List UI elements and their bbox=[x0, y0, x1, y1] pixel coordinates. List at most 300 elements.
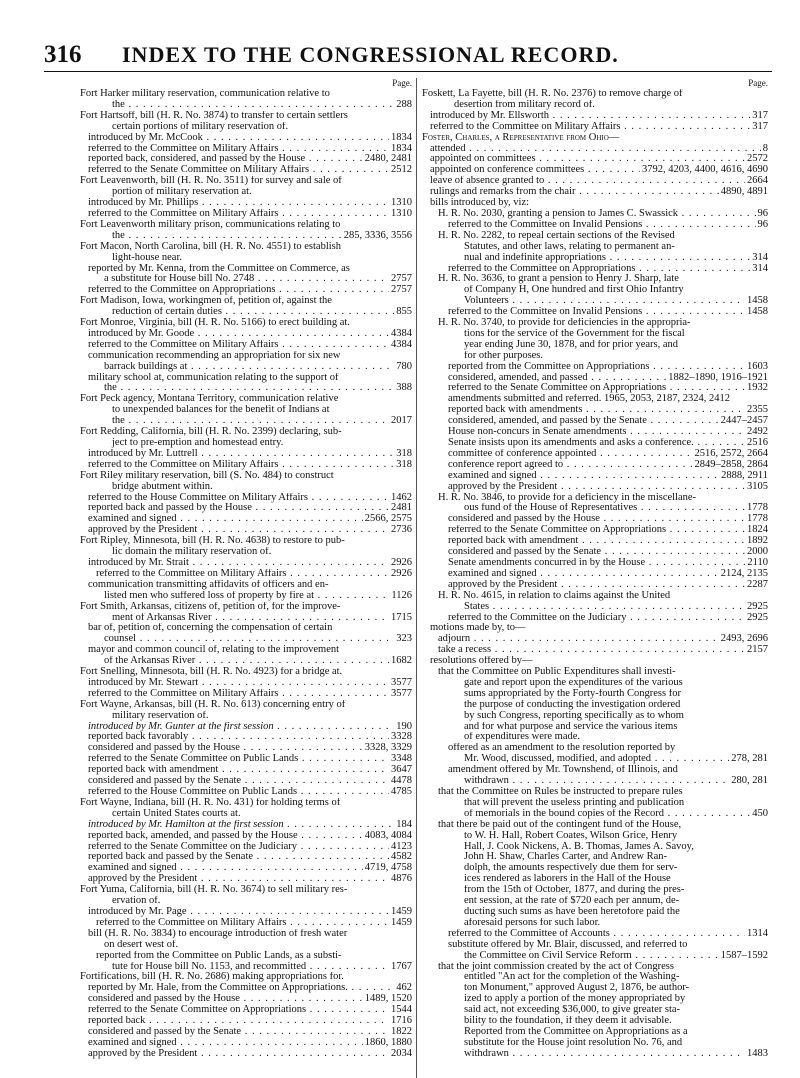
index-line bbox=[80, 602, 412, 613]
index-line bbox=[422, 242, 768, 253]
index-entry-text: mayor and common council of, relating to the improvement bbox=[88, 645, 340, 656]
index-line bbox=[422, 863, 768, 874]
index-entry-text: introduced by Mr. Strait . . . bbox=[88, 558, 412, 568]
index-entry-text: the . . . bbox=[112, 416, 412, 426]
index-line bbox=[80, 645, 412, 656]
index-entry-text: entitled "An act for the completion of the Washing- bbox=[464, 972, 680, 983]
page-reference: 1459 bbox=[391, 906, 412, 917]
index-entry-text: ment of Arkansas River . . . bbox=[112, 613, 412, 623]
page-reference: 4785 bbox=[391, 787, 412, 797]
index-entry-text: bills introduced by, viz: bbox=[430, 198, 530, 209]
page-reference: 1459 bbox=[391, 917, 412, 928]
index-line bbox=[422, 645, 768, 656]
page-reference: 1310 bbox=[391, 198, 412, 209]
index-entry-text: that will prevent the useless printing and publication bbox=[464, 797, 685, 808]
index-entry-text: Hall, J. Cook Nickens, A. B. Thomas, James A. Savoy, bbox=[464, 841, 694, 852]
page-number: 316 bbox=[44, 41, 82, 68]
index-entry-text: Senate amendments concurred in by the House . . . bbox=[448, 558, 768, 568]
index-line bbox=[422, 165, 768, 176]
index-entry-text: Fort Redding, California, bill (H. R. No. 2399) declaring, sub- bbox=[80, 427, 342, 438]
index-line bbox=[422, 231, 768, 242]
page-reference: 1458 bbox=[747, 307, 768, 318]
index-entry-text: Reported from the Committee on Appropriations as a bbox=[464, 1026, 688, 1037]
index-entry-text: tions for the service of the Government for the fiscal bbox=[464, 328, 685, 339]
index-line bbox=[80, 209, 412, 220]
index-entry-text: a substitute for House bill No. 2748 . . . bbox=[104, 274, 412, 284]
header-rule bbox=[44, 71, 772, 72]
index-line bbox=[422, 351, 768, 362]
index-entry-text: approved by the President . . . bbox=[88, 525, 412, 535]
index-entry-text: considered, amended, and passed by the Senate . . . bbox=[448, 416, 768, 426]
index-line bbox=[80, 591, 412, 602]
page-reference: 323 bbox=[396, 634, 412, 645]
page-reference: 1778 bbox=[747, 503, 768, 514]
page-reference: 1489, 1520 bbox=[364, 994, 412, 1005]
index-line bbox=[80, 460, 412, 471]
index-entry-text: tute for House bill No. 1153, and recommitted . . . bbox=[112, 962, 412, 972]
index-entry-text: introduced by Mr. McCook . . . bbox=[88, 133, 412, 143]
page-header bbox=[0, 40, 800, 70]
index-line bbox=[80, 493, 412, 504]
page-reference: 388 bbox=[396, 383, 412, 394]
index-entry-text: referred to the Senate Committee on the Judiciary . . . bbox=[88, 842, 412, 852]
page-reference: 2925 bbox=[747, 612, 768, 623]
index-line bbox=[422, 503, 768, 514]
index-line bbox=[422, 144, 768, 155]
page-reference: 4384 bbox=[391, 339, 412, 350]
index-entry-text: barrack buildings at . . . bbox=[104, 362, 412, 372]
index-entry-text: introduced by Mr. Ellsworth . . . bbox=[430, 111, 768, 121]
page-reference: 2124, 2135 bbox=[720, 568, 768, 579]
page-reference: 4083, 4084 bbox=[364, 830, 412, 841]
index-entry-text: withdrawn . . . bbox=[464, 776, 768, 786]
index-entry-text: year ending June 30, 1878, and for prior years, and bbox=[464, 339, 679, 350]
index-line bbox=[422, 220, 768, 231]
page-reference: 4384 bbox=[391, 328, 412, 339]
index-line bbox=[422, 602, 768, 613]
page-reference: 3792, 4203, 4400, 4616, 4690 bbox=[642, 165, 768, 176]
index-line bbox=[80, 176, 412, 187]
index-line bbox=[80, 144, 412, 155]
index-line bbox=[422, 885, 768, 896]
index-line bbox=[80, 165, 412, 176]
index-line bbox=[422, 394, 768, 405]
page-reference: 1882–1890, 1916–1921 bbox=[668, 372, 768, 383]
page-reference: 1932 bbox=[747, 383, 768, 394]
index-entry-text: considered and passed by the Senate . . . bbox=[88, 776, 412, 786]
page-reference: 1892 bbox=[747, 536, 768, 547]
index-entry-text: aforesaid persons for such labor. bbox=[464, 917, 601, 928]
index-entry-text: Fort Monroe, Virginia, bill (H. R. No. 5166) to erect building at. bbox=[80, 318, 350, 329]
index-line bbox=[422, 362, 768, 373]
index-line bbox=[422, 122, 768, 133]
index-line bbox=[80, 482, 412, 493]
index-line bbox=[422, 722, 768, 733]
index-entry-text: reported back with amendment . . . bbox=[448, 536, 768, 546]
index-entry-text: reported back, considered, and passed by the House . . . bbox=[88, 154, 412, 164]
page-reference: 2493, 2696 bbox=[720, 634, 768, 645]
index-line bbox=[422, 765, 768, 776]
page-reference: 280, 281 bbox=[731, 776, 768, 787]
index-entry-text: Mr. Wood, discussed, modified, and adopted . . . bbox=[464, 754, 768, 764]
index-line bbox=[422, 689, 768, 700]
index-line bbox=[80, 842, 412, 853]
index-line bbox=[422, 329, 768, 340]
index-line bbox=[422, 427, 768, 438]
page-reference: 3328, 3329 bbox=[364, 743, 412, 754]
index-entry-text: ices rendered as laborers in the Hall of the House bbox=[464, 874, 671, 885]
index-line bbox=[80, 220, 412, 231]
index-line bbox=[80, 743, 412, 754]
index-line bbox=[80, 154, 412, 165]
page-reference: 2664 bbox=[747, 176, 768, 187]
index-line bbox=[422, 438, 768, 449]
index-line bbox=[422, 634, 768, 645]
index-line bbox=[80, 296, 412, 307]
index-entry-text: introduced by Mr. Stewart . . . bbox=[88, 678, 412, 688]
index-entry-text: ous fund of the House of Representatives . . . bbox=[464, 503, 768, 513]
page-reference: 2516, 2572, 2664 bbox=[694, 448, 768, 459]
index-line bbox=[422, 514, 768, 525]
index-entry-text: introduced by Mr. Luttrell . . . bbox=[88, 449, 412, 459]
index-line bbox=[422, 154, 768, 165]
index-entry-text: withdrawn . . . bbox=[464, 1049, 768, 1059]
index-line bbox=[422, 972, 768, 983]
index-entry-text: substitute offered by Mr. Blair, discussed, and referred to bbox=[448, 939, 688, 950]
index-entry-text: referred to the Committee on Military Affairs . . . bbox=[430, 122, 768, 132]
index-line bbox=[80, 198, 412, 209]
index-entry-text: Fort Wayne, Indiana, bill (H. R. No. 431) for holding terms of bbox=[80, 797, 341, 808]
page-reference: 2849–2858, 2864 bbox=[694, 459, 768, 470]
page-reference: 3348 bbox=[391, 754, 412, 765]
index-line bbox=[422, 1016, 768, 1027]
index-line bbox=[422, 951, 768, 962]
index-line bbox=[80, 1049, 412, 1060]
page-reference: 4876 bbox=[391, 874, 412, 885]
index-entry-text: Fort Harker military reservation, communication relative to bbox=[80, 89, 330, 99]
page-reference: 288 bbox=[396, 99, 412, 110]
index-entry-text: considered and passed by the House . . . bbox=[88, 994, 412, 1004]
index-entry-text: rulings and remarks from the chair . . . bbox=[430, 187, 768, 197]
index-entry-text: referred to the Committee on the Judiciary . . . bbox=[448, 613, 768, 623]
page-reference: 2757 bbox=[391, 274, 412, 285]
index-entry-text: of memorials in the bound copies of the Record . . . bbox=[464, 809, 768, 819]
index-line bbox=[422, 1049, 768, 1060]
page-reference: 318 bbox=[396, 448, 412, 459]
index-entry-text: Statutes, and other laws, relating to permanent an- bbox=[464, 241, 675, 252]
index-entry-text: approved by the President . . . bbox=[448, 482, 768, 492]
index-entry-text: introduced by Mr. Page . . . bbox=[88, 907, 412, 917]
index-line bbox=[422, 613, 768, 624]
index-line bbox=[422, 198, 768, 209]
index-entry-text: of Company H, One hundred and first Ohio Infantry bbox=[464, 285, 684, 296]
page-reference: 1860, 1880 bbox=[364, 1037, 412, 1048]
index-line bbox=[422, 318, 768, 329]
index-line bbox=[80, 569, 412, 580]
index-entry-text: reduction of certain duties . . . bbox=[112, 307, 412, 317]
index-line bbox=[422, 1027, 768, 1038]
index-line bbox=[80, 689, 412, 700]
index-line bbox=[80, 863, 412, 874]
index-line bbox=[422, 209, 768, 220]
index-line bbox=[80, 907, 412, 918]
index-entry-text: referred to the Senate Committee on Appropriations . . . bbox=[448, 525, 768, 535]
index-line bbox=[422, 667, 768, 678]
index-entry-text: amendment offered by Mr. Townshend, of Illinois, and bbox=[448, 765, 678, 776]
index-entry-text: reported back with amendment . . . bbox=[88, 765, 412, 775]
index-line bbox=[422, 940, 768, 951]
index-entry-text: for other purposes. bbox=[464, 350, 544, 361]
index-entry-text: appointed on conference committees . . . bbox=[430, 165, 768, 175]
page-reference: 1834 bbox=[391, 143, 412, 154]
page-reference: 2926 bbox=[391, 557, 412, 568]
index-line bbox=[80, 667, 412, 678]
page-reference: 318 bbox=[396, 459, 412, 470]
index-line bbox=[80, 809, 412, 820]
index-line bbox=[80, 449, 412, 460]
page-reference: 2492 bbox=[747, 427, 768, 438]
index-entry-text: ducting such sums as have been heretofore paid the bbox=[464, 906, 680, 917]
index-entry-text: bility to the foundation, if they deem it advisable. bbox=[464, 1016, 672, 1027]
index-line bbox=[80, 951, 412, 962]
index-line bbox=[80, 656, 412, 667]
page-reference: 1778 bbox=[747, 514, 768, 525]
index-line bbox=[80, 732, 412, 743]
index-line bbox=[80, 722, 412, 733]
index-line bbox=[80, 514, 412, 525]
index-line bbox=[422, 929, 768, 940]
index-line bbox=[80, 1038, 412, 1049]
index-entry-text: appointed on committees . . . bbox=[430, 154, 768, 164]
index-entry-text: that the Committee on Public Expenditures shall investi- bbox=[438, 667, 676, 678]
page-reference: 190 bbox=[396, 721, 412, 732]
index-entry-text: ject to pre-emption and homestead entry. bbox=[112, 438, 284, 448]
index-entry-text: introduced by Mr. Phillips . . . bbox=[88, 198, 412, 208]
page-reference: 1310 bbox=[391, 208, 412, 219]
index-line bbox=[80, 285, 412, 296]
index-entry-text: considered and passed by the House . . . bbox=[448, 514, 768, 524]
index-entry-text: offered as an amendment to the resolution reported by bbox=[448, 743, 676, 754]
index-entry-text: resolutions offered by— bbox=[430, 656, 533, 667]
index-entry-text: introduced by Mr. Goode . . . bbox=[88, 329, 412, 339]
index-line bbox=[80, 362, 412, 373]
page-reference: 1715 bbox=[391, 612, 412, 623]
index-line bbox=[80, 874, 412, 885]
index-line bbox=[80, 253, 412, 264]
index-line bbox=[422, 678, 768, 689]
index-line bbox=[80, 1027, 412, 1038]
index-line bbox=[422, 493, 768, 504]
index-line bbox=[422, 176, 768, 187]
index-line bbox=[422, 732, 768, 743]
index-line bbox=[80, 776, 412, 787]
index-entry-text: referred to the House Committee on Public Lands . . . bbox=[88, 787, 412, 797]
index-line bbox=[80, 852, 412, 863]
index-entry-text: Fort Yuma, California, bill (H. R. No. 3674) to sell military res- bbox=[80, 885, 348, 896]
index-entry-text: ton Monument," approved August 2, 1876, be author- bbox=[464, 983, 690, 994]
index-entry-text: ized to apply a portion of the money appropriated by bbox=[464, 994, 686, 1005]
index-line bbox=[422, 852, 768, 863]
index-entry-text: States . . . bbox=[464, 602, 768, 612]
index-entry-text: Fort Leavenworth, bill (H. R. No. 3511) for survey and sale of bbox=[80, 176, 342, 187]
page-reference: 1483 bbox=[747, 1048, 768, 1059]
page-reference: 1603 bbox=[747, 361, 768, 372]
index-entry-text: to W. H. Hall, Robert Coates, Wilson Grice, Henry bbox=[464, 830, 678, 841]
page-reference: 4582 bbox=[391, 852, 412, 863]
index-line bbox=[80, 613, 412, 624]
index-line bbox=[80, 700, 412, 711]
index-entry-text: desertion from military record of. bbox=[454, 99, 595, 110]
index-entry-text: of the Arkansas River . . . bbox=[104, 656, 412, 666]
index-line bbox=[422, 1038, 768, 1049]
index-entry-text: referred to the Committee on Appropriations . . . bbox=[88, 285, 412, 295]
index-line bbox=[422, 460, 768, 471]
index-entry-text: considered and passed by the Senate . . . bbox=[88, 1027, 412, 1037]
index-entry-text: John H. Shaw, Charles Carter, and Andrew Ran- bbox=[464, 852, 668, 863]
index-line bbox=[80, 885, 412, 896]
index-entry-text: H. R. No. 3636, to grant a pension to Henry J. Sharp, late bbox=[438, 274, 679, 285]
index-line bbox=[422, 776, 768, 787]
index-line bbox=[80, 503, 412, 514]
page-reference: 1314 bbox=[747, 928, 768, 939]
index-line bbox=[80, 765, 412, 776]
page-reference: 780 bbox=[396, 361, 412, 372]
index-line bbox=[422, 787, 768, 798]
page-reference: 450 bbox=[752, 808, 768, 819]
index-entry-text: attended . . . bbox=[430, 144, 768, 154]
index-line bbox=[80, 831, 412, 842]
index-line bbox=[422, 547, 768, 558]
index-line bbox=[80, 242, 412, 253]
index-entry-text: that the Committee on Rules be instructed to prepare rules bbox=[438, 787, 683, 797]
index-line bbox=[422, 482, 768, 493]
page-reference: 2926 bbox=[391, 568, 412, 579]
page-reference: 317 bbox=[752, 121, 768, 132]
index-entry-text: examined and signed . . . bbox=[88, 514, 412, 524]
index-line bbox=[80, 111, 412, 122]
page-reference: 2925 bbox=[747, 601, 768, 612]
page-reference: 285, 3336, 3556 bbox=[343, 230, 412, 241]
index-line bbox=[80, 264, 412, 275]
index-entry-text: ervation of. bbox=[112, 896, 161, 907]
index-entry-text: certain portions of military reservation of. bbox=[112, 121, 289, 132]
index-line bbox=[80, 711, 412, 722]
index-line bbox=[422, 416, 768, 427]
index-line bbox=[422, 874, 768, 885]
page-reference: 1682 bbox=[391, 656, 412, 667]
page-reference: 314 bbox=[752, 252, 768, 263]
index-entry-text: military reservation of. bbox=[112, 710, 209, 721]
page-reference: 855 bbox=[396, 307, 412, 318]
index-line bbox=[80, 787, 412, 798]
index-entry-text: from the 15th of October, 1877, and during the pres- bbox=[464, 885, 685, 896]
page-reference: 96 bbox=[757, 219, 768, 230]
index-entry-text: by such Congress, reporting specifically as to whom bbox=[464, 710, 684, 721]
index-line bbox=[422, 133, 768, 144]
index-line bbox=[422, 656, 768, 667]
index-line bbox=[422, 754, 768, 765]
index-entry-text: on desert west of. bbox=[104, 939, 179, 950]
index-line bbox=[80, 918, 412, 929]
index-entry-text: adjourn . . . bbox=[438, 634, 768, 644]
page-reference: 1824 bbox=[747, 525, 768, 536]
index-entry-text: leave of absence granted to . . . bbox=[430, 176, 768, 186]
index-entry-text: reported back and passed by the Senate . . . bbox=[88, 852, 412, 862]
index-entry-text: reported back and passed by the House . . . bbox=[88, 503, 412, 513]
index-line bbox=[422, 187, 768, 198]
index-entry-text: reported back, amended, and passed by the House . . . bbox=[88, 831, 412, 841]
index-line bbox=[80, 351, 412, 362]
index-entry-text: ent session, at the rate of $720 each per annum, de- bbox=[464, 896, 680, 907]
index-entry-text: examined and signed . . . bbox=[448, 569, 768, 579]
index-line bbox=[422, 471, 768, 482]
index-line bbox=[422, 842, 768, 853]
index-line bbox=[422, 296, 768, 307]
index-line bbox=[80, 820, 412, 831]
index-line bbox=[80, 471, 412, 482]
index-entry-text: communication transmitting affidavits of officers and en- bbox=[88, 579, 329, 590]
index-line bbox=[422, 525, 768, 536]
index-entry-text: approved by the President . . . bbox=[88, 1049, 412, 1059]
index-line bbox=[80, 525, 412, 536]
index-entry-text: lic domain the military reservation of. bbox=[112, 547, 272, 558]
index-line bbox=[422, 907, 768, 918]
page-reference: 2566, 2575 bbox=[364, 514, 412, 525]
index-entry-text: bar of, petition of, concerning the compensation of certain bbox=[88, 623, 333, 634]
page-reference: 1458 bbox=[747, 296, 768, 307]
index-entry-text: reported from the Committee on Public Lands, as a substi- bbox=[96, 950, 342, 961]
running-title: INDEX TO THE CONGRESSIONAL RECORD. bbox=[122, 42, 619, 67]
index-entry-text: listed men who suffered loss of property by fire at . . . bbox=[104, 591, 412, 601]
index-line bbox=[80, 994, 412, 1005]
index-entry-text: Volunteers . . . bbox=[464, 296, 768, 306]
index-entry-text: that there be paid out of the contingent fund of the House, bbox=[438, 819, 682, 830]
index-entry-text: examined and signed . . . bbox=[448, 471, 768, 481]
index-entry-text: the . . . bbox=[112, 231, 412, 241]
index-line bbox=[422, 89, 768, 100]
index-line bbox=[80, 983, 412, 994]
index-line bbox=[422, 569, 768, 580]
index-line bbox=[422, 1005, 768, 1016]
page-reference: 317 bbox=[752, 110, 768, 121]
index-entry-text: Fort Madison, Iowa, workingmen of, petition of, against the bbox=[80, 296, 332, 307]
index-entry-text: bridge abutment within. bbox=[112, 481, 213, 492]
page-reference: 2516 bbox=[747, 438, 768, 448]
index-line bbox=[422, 591, 768, 602]
index-entry-text: Fort Hartsoff, bill (H. R. No. 3874) to transfer to certain settlers bbox=[80, 110, 348, 121]
page-reference: 3328 bbox=[391, 732, 412, 743]
index-entry-text: referred to the Committee on Military Affairs . . . bbox=[88, 340, 412, 350]
index-line bbox=[422, 405, 768, 416]
index-line bbox=[422, 100, 768, 111]
index-line bbox=[80, 558, 412, 569]
index-entry-text: Fort Wayne, Arkansas, bill (H. R. No. 613) concerning entry of bbox=[80, 699, 346, 710]
index-line bbox=[80, 329, 412, 340]
page-reference: 3577 bbox=[391, 677, 412, 688]
index-entry-text: take a recess . . . bbox=[438, 645, 768, 655]
index-line bbox=[80, 340, 412, 351]
index-entry-text: reported from the Committee on Appropriations . . . bbox=[448, 362, 768, 372]
index-entry-text: the . . . bbox=[112, 100, 412, 110]
index-line bbox=[422, 809, 768, 820]
index-line bbox=[80, 754, 412, 765]
index-entry-text: and for what purpose and service the various items bbox=[464, 721, 678, 732]
index-entry-text: H. R. No. 2030, granting a pension to James C. Swassick . . . bbox=[438, 209, 768, 219]
index-line bbox=[80, 972, 412, 983]
page-reference: 1767 bbox=[391, 961, 412, 972]
page-reference: 2757 bbox=[391, 285, 412, 296]
index-entry-text: reported back with amendments . . . bbox=[448, 405, 768, 415]
